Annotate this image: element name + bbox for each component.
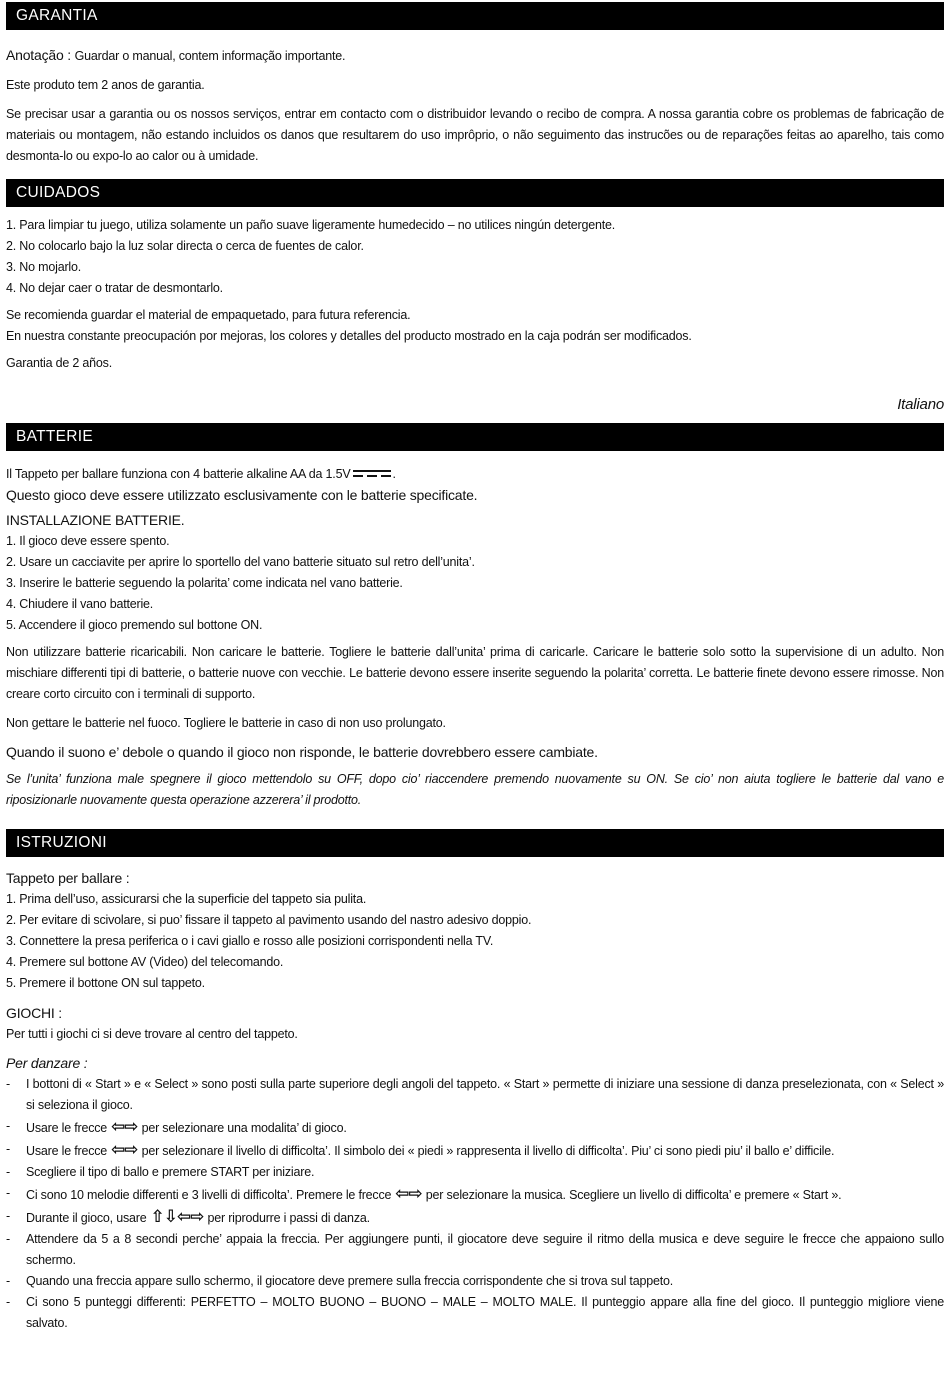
danzare-item — [6, 1139, 944, 1162]
tappeto-title: Tappeto per ballare : — [6, 870, 130, 886]
cuidados-list — [6, 215, 944, 299]
garantia-paragraph: Se precisar usar a garantia ou os nossos serviços, entrar em contacto com o distribuidor levando o recibo de compra. A nossa garantia cobre os problemas de fabricação de materiais ou montagem, não estando incluidos os danos que resultarem do uso imprôprio, o não seguimento das instrucões ou de reparações feitas ao aparelho, tais como desmonta-lo ou expo-lo ao calor ou à umidade. — [6, 107, 944, 163]
text-pre: Ci sono 10 melodie differenti e 3 livelli di difficolta’. Premere le frecce — [26, 1188, 392, 1202]
tappeto-step: 1. Prima dell’uso, assicurarsi che la superficie del tappeto sia pulita. — [6, 892, 367, 906]
install-step: 5. Accendere il gioco premendo sul bottone ON. — [6, 618, 263, 632]
danzare-item-text — [26, 1116, 944, 1139]
danzare-item — [6, 1162, 944, 1183]
danzare-item — [6, 1074, 944, 1116]
danzare-item-text: Ci sono 5 punteggi differenti: PERFETTO – MOLTO BUONO – BUONO – MALE – MOLTO MALE. Il punteggio appare alla fine del gioco. Il punteggio migliore viene salvato. — [26, 1295, 944, 1330]
cuidados-note: En nuestra constante preocupación por mejoras, los colores y detalles del producto mostrado en la caja podrán ser modificados. — [6, 329, 692, 343]
cuidados-item: 2. No colocarlo bajo la luz solar directa o cerca de fuentes de calor. — [6, 239, 364, 253]
four-direction-arrows-icon: ⇧⇩⇦⇨ — [150, 1207, 204, 1226]
anotacao-label: Anotação : — [6, 47, 71, 63]
danzare-item — [6, 1229, 944, 1271]
bullet-dash: - — [6, 1295, 10, 1309]
danzare-item — [6, 1116, 944, 1139]
danzare-item — [6, 1183, 944, 1206]
danzare-list — [6, 1074, 944, 1334]
tappeto-step: 5. Premere il bottone ON sul tappeto. — [6, 976, 205, 990]
section-header-cuidados: CUIDADOS — [6, 179, 944, 207]
text-pre: Usare le frecce — [26, 1121, 108, 1135]
install-steps — [6, 531, 944, 636]
batterie-line1-end: . — [392, 467, 396, 481]
tappeto-step: 4. Premere sul bottone AV (Video) del telecomando. — [6, 955, 284, 969]
left-right-arrows-icon: ⇦⇨ — [395, 1184, 422, 1203]
bullet-dash: - — [6, 1186, 10, 1200]
bullet-dash: - — [6, 1274, 10, 1288]
text-post: per selezionare una modalita’ di gioco. — [141, 1121, 347, 1135]
text-post: per selezionare il livello di difficolta’. Il simbolo dei « piedi » rappresenta il livello di difficolta’. Piu’ ci sono piedi piu’ il ballo e’ difficile. — [141, 1144, 835, 1158]
danzare-item-text: Quando una freccia appare sullo schermo, il giocatore deve premere sulla freccia corrispondente che si trova sul tappeto. — [26, 1274, 673, 1288]
bullet-dash: - — [6, 1142, 10, 1156]
danzare-item-text — [26, 1139, 944, 1162]
cuidados-item: 1. Para limpiar tu juego, utiliza solamente un paño suave ligeramente humedecido – no utilices ningún detergente. — [6, 218, 616, 232]
anotacao-text: Guardar o manual, contem informação importante. — [74, 49, 346, 63]
danzare-item-text — [26, 1183, 944, 1206]
danzare-item — [6, 1206, 944, 1229]
text-post: per riprodurre i passi di danza. — [207, 1211, 370, 1225]
batterie-weak: Quando il suono e’ debole o quando il gioco non risponde, le batterie dovrebbero essere cambiate. — [6, 744, 598, 760]
install-step: 2. Usare un cacciavite per aprire lo sportello del vano batterie situato sul retro dell’unita’. — [6, 555, 475, 569]
batterie-reset: Se l’unita’ funziona male spegnere il gioco mettendolo su OFF, dopo cio’ riaccendere premendo nuovamente su ON. Se cio’ non aiuta togliere le batterie dal vano e riposizionarle nuovamente questa operazione azzerera’ il prodotto. — [6, 772, 944, 807]
cuidados-warranty: Garantia de 2 años. — [6, 356, 112, 370]
tappeto-step: 2. Per evitare di scivolare, si puo’ fissare il tappeto al pavimento usando del nastro adesivo doppio. — [6, 913, 532, 927]
text-pre: Usare le frecce — [26, 1144, 108, 1158]
dc-voltage-icon — [352, 467, 392, 479]
install-step: 4. Chiudere il vano batterie. — [6, 597, 154, 611]
danzare-item — [6, 1292, 944, 1334]
section-header-istruzioni: ISTRUZIONI — [6, 829, 944, 857]
cuidados-note: Se recomienda guardar el material de empaquetado, para futura referencia. — [6, 308, 411, 322]
tappeto-steps — [6, 889, 944, 994]
install-step: 3. Inserire le batterie seguendo la polarita’ come indicata nel vano batterie. — [6, 576, 403, 590]
section-header-garantia: GARANTIA — [6, 2, 944, 30]
cuidados-item: 3. No mojarlo. — [6, 260, 82, 274]
language-label: Italiano — [897, 396, 944, 413]
install-step: 1. Il gioco deve essere spento. — [6, 534, 170, 548]
manual-page — [6, 2, 944, 1334]
danzare-item — [6, 1271, 944, 1292]
section-header-batterie: BATTERIE — [6, 423, 944, 451]
left-right-arrows-icon: ⇦⇨ — [111, 1140, 138, 1159]
bullet-dash: - — [6, 1165, 10, 1179]
bullet-dash: - — [6, 1209, 10, 1223]
tappeto-step: 3. Connettere la presa periferica o i cavi giallo e rosso alle posizioni corrispondenti nella TV. — [6, 934, 494, 948]
danzare-item-text: I bottoni di « Start » e « Select » sono posti sulla parte superiore degli angoli del tappeto. « Start » permette di iniziare una sessione di danza preselezionata, con « Select » si seleziona il gioco. — [26, 1077, 944, 1112]
bullet-dash: - — [6, 1077, 10, 1091]
install-title: INSTALLAZIONE BATTERIE. — [6, 512, 185, 528]
left-right-arrows-icon: ⇦⇨ — [111, 1117, 138, 1136]
cuidados-item: 4. No dejar caer o tratar de desmontarlo. — [6, 281, 223, 295]
batterie-line1 — [6, 464, 944, 485]
danzare-item-text — [26, 1206, 944, 1229]
giochi-title: GIOCHI : — [6, 1005, 62, 1021]
anotacao-line — [6, 45, 944, 67]
batterie-line1-text: Il Tappeto per ballare funziona con 4 batterie alkaline AA da 1.5V — [6, 467, 351, 481]
batterie-warning: Non utilizzare batterie ricaricabili. Non caricare le batterie. Togliere le batterie dall’unita’ prima di caricarle. Caricare le batterie solo sotto la supervisione di un adulto. Non mischiare differenti tipi di batterie, o batterie nuove con vecchie. Le batterie devono essere inserite seguendo la polarita’ corretta. Le batterie finete devono essere rimosse. Non creare corto circuito con i terminali di supporto. — [6, 645, 944, 701]
garantia-duration: Este produto tem 2 anos de garantia. — [6, 78, 205, 92]
text-pre: Durante il gioco, usare — [26, 1211, 147, 1225]
danzare-item-text: Scegliere il tipo di ballo e premere START per iniziare. — [26, 1165, 315, 1179]
batterie-line2: Questo gioco deve essere utilizzato esclusivamente con le batterie specificate. — [6, 487, 478, 503]
batterie-fire: Non gettare le batterie nel fuoco. Togliere le batterie in caso di non uso prolungato. — [6, 716, 446, 730]
giochi-text: Per tutti i giochi ci si deve trovare al centro del tappeto. — [6, 1027, 298, 1041]
bullet-dash: - — [6, 1232, 10, 1246]
danzare-title: Per danzare : — [6, 1055, 88, 1071]
text-post: per selezionare la musica. Scegliere un livello di difficolta’ e premere « Start ». — [425, 1188, 842, 1202]
bullet-dash: - — [6, 1119, 10, 1133]
danzare-item-text: Attendere da 5 a 8 secondi perche’ appaia la freccia. Per aggiungere punti, il giocatore deve seguire il ritmo della musica e deve seguire le frecce che appaiono sullo schermo. — [26, 1232, 944, 1267]
